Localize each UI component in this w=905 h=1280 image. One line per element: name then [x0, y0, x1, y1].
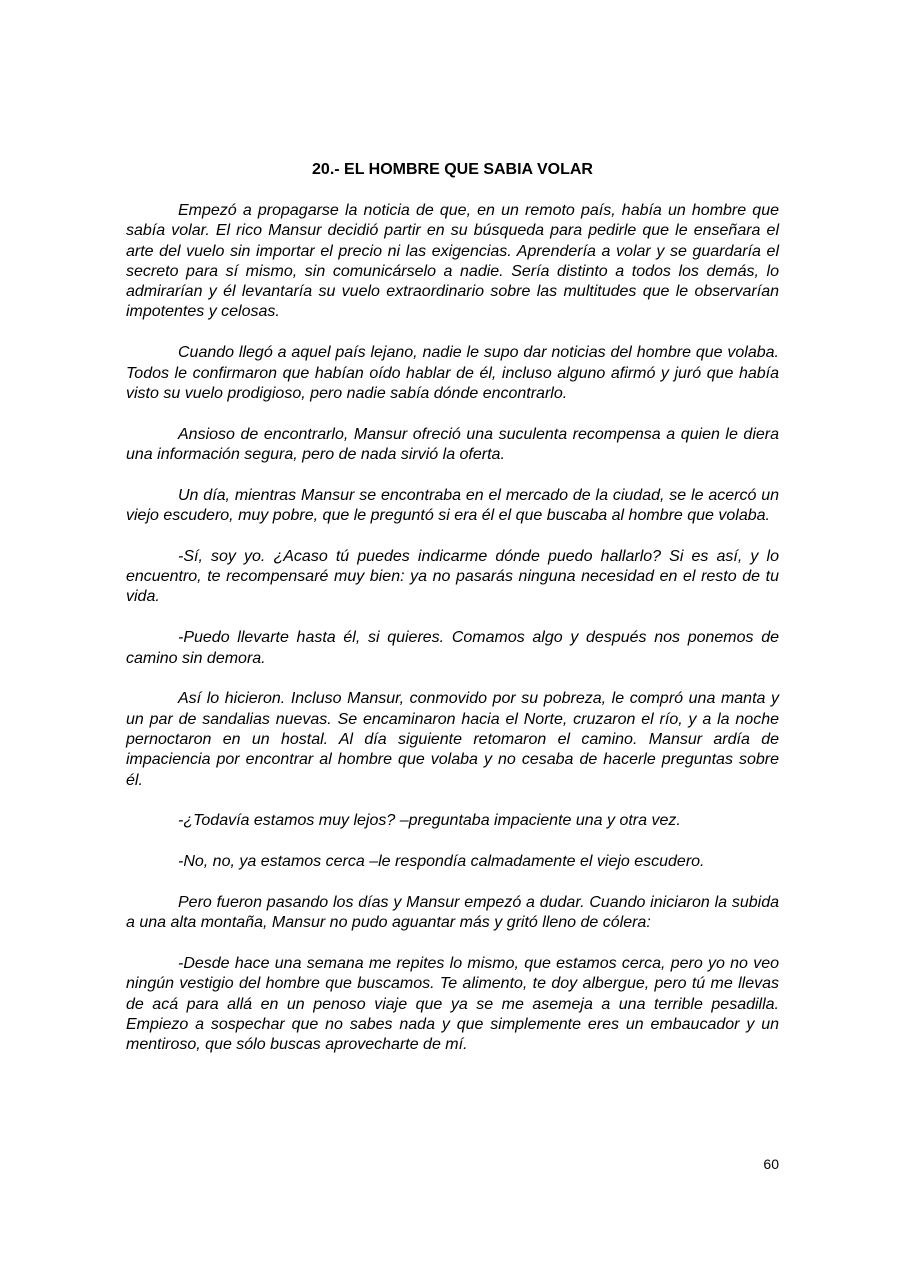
- paragraph-1: Empezó a propagarse la noticia de que, en un remoto país, había un hombre que sabía volar. El rico Mansur decidió partir en su búsqueda para pedirle que le enseñara el arte del vuelo sin importar el precio ni las exigencias. Aprendería a volar y se guardaría el secreto para sí mismo, sin comunicárselo a nadie. Sería distinto a todos los demás, lo admirarían y él levantaría su vuelo extraordinario sobre las multitudes que le observarían impotentes y celosas.: [126, 202, 779, 321]
- chapter-title: 20.- EL HOMBRE QUE SABIA VOLAR: [312, 161, 593, 178]
- paragraph-10: Pero fueron pasando los días y Mansur empezó a dudar. Cuando iniciaron la subida a una alta montaña, Mansur no pudo aguantar más y gritó lleno de cólera:: [126, 893, 779, 932]
- paragraph-3: Ansioso de encontrarlo, Mansur ofreció una suculenta recompensa a quien le diera una información segura, pero de nada sirvió la oferta.: [126, 425, 779, 463]
- document-body: [126, 160, 779, 1076]
- paragraph-9: -No, no, ya estamos cerca –le respondía calmadamente el viejo escudero.: [178, 853, 705, 871]
- paragraph-4: Un día, mientras Mansur se encontraba en el mercado de la ciudad, se le acercó un viejo escudero, muy pobre, que le preguntó si era él el que buscaba al hombre que volaba.: [126, 486, 779, 525]
- paragraph-11: -Desde hace una semana me repites lo mismo, que estamos cerca, pero yo no veo ningún vestigio del hombre que buscamos. Te alimento, te doy albergue, pero tú me llevas de acá para allá en un penoso viaje que ya se me asemeja a una terrible pesadilla. Empiezo a sospechar que no sabes nada y que simplemente eres un embaucador y un mentiroso, que sólo buscas aprovecharte de mí.: [126, 955, 779, 1054]
- paragraph-7: Así lo hicieron. Incluso Mansur, conmovido por su pobreza, le compró una manta y un par de sandalias nuevas. Se encaminaron hacia el Norte, cruzaron el río, y a la noche pernoctaron en un hostal. Al día siguiente retomaron el camino. Mansur ardía de impaciencia por encontrar al hombre que volaba y no cesaba de hacerle preguntas sobre él.: [126, 690, 779, 789]
- paragraph-8: -¿Todavía estamos muy lejos? –preguntaba impaciente una y otra vez.: [178, 812, 681, 830]
- paragraph-6: -Puedo llevarte hasta él, si quieres. Comamos algo y después nos ponemos de camino sin demora.: [126, 629, 779, 667]
- page-number: 60: [763, 1156, 779, 1172]
- paragraph-2: Cuando llegó a aquel país lejano, nadie le supo dar noticias del hombre que volaba. Todos le confirmaron que habían oído hablar de él, incluso alguno afirmó y juró que había visto su vuelo prodigioso, pero nadie sabía dónde encontrarlo.: [126, 344, 779, 402]
- paragraph-5: -Sí, soy yo. ¿Acaso tú puedes indicarme dónde puedo hallarlo? Si es así, y lo encuentro, te recompensaré muy bien: ya no pasarás ninguna necesidad en el resto de tu vida.: [126, 547, 779, 606]
